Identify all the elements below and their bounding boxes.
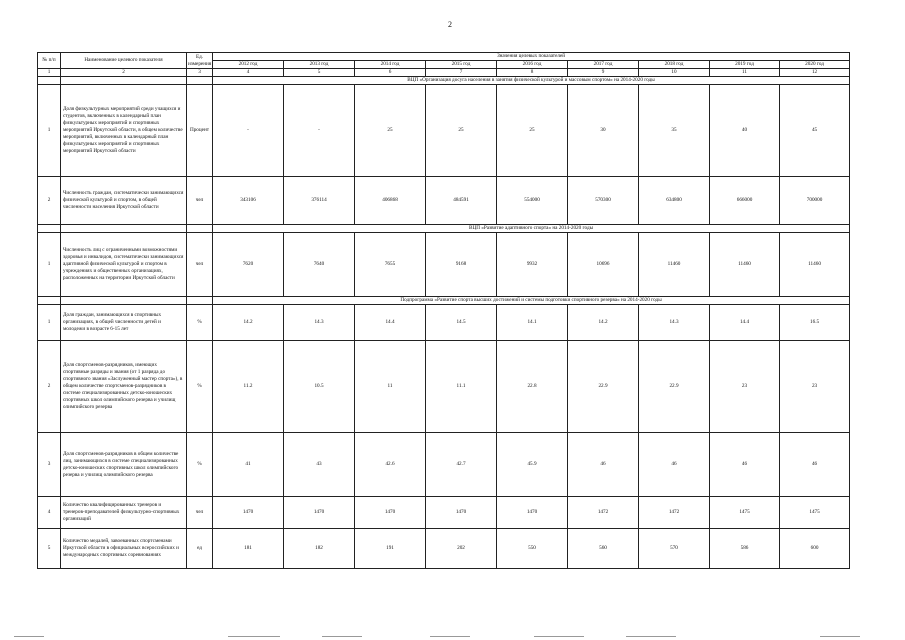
row-number: 1 bbox=[38, 85, 61, 177]
row-number: 3 bbox=[38, 433, 61, 497]
indicator-value: 666000 bbox=[710, 177, 780, 225]
indicator-name: Доля спортсменов-разрядников, имеющих спортивные разряды и звания (от 1 разряда до спортивного звания «Заслуженный мастер спорта»), в общем количестве спортсменов-разрядников в системе специализированных детско-юношеских спортивных школ олимпийского резерва и училищ олимпийского резерва bbox=[61, 341, 187, 433]
section-spacer bbox=[61, 77, 187, 85]
section-spacer bbox=[61, 297, 187, 305]
indicator-value: 11.2 bbox=[213, 341, 284, 433]
indicator-value: 202 bbox=[426, 529, 497, 569]
indicator-value: 1470 bbox=[497, 497, 568, 529]
indicator-value: 45.9 bbox=[497, 433, 568, 497]
indicator-unit: Процент bbox=[187, 85, 213, 177]
column-number: 8 bbox=[497, 69, 568, 77]
header-year: 2015 год bbox=[426, 61, 497, 69]
indicator-name: Доля физкультурных мероприятий среди учащихся и студентов, включенных в календарный план физкультурных мероприятий и спортивных мероприятий Иркутской области, в общем количестве мероприятий, включенных в календарный план физкультурных мероприятий и спортивных мероприятий Иркутской области bbox=[61, 85, 187, 177]
row-number: 2 bbox=[38, 341, 61, 433]
column-number: 7 bbox=[426, 69, 497, 77]
section-title: Подпрограмма «Развитие спорта высших достижений и системы подготовки спортивного резерва» на 2014-2020 годы bbox=[213, 297, 850, 305]
table-row bbox=[38, 85, 850, 177]
indicator-value: 11.1 bbox=[426, 341, 497, 433]
section-row bbox=[38, 77, 850, 85]
indicator-value: 1472 bbox=[568, 497, 639, 529]
column-number: 11 bbox=[710, 69, 780, 77]
indicator-value: 46 bbox=[710, 433, 780, 497]
indicator-value: 10696 bbox=[568, 233, 639, 297]
row-number: 2 bbox=[38, 177, 61, 225]
indicator-value: 10.5 bbox=[284, 341, 355, 433]
column-number: 4 bbox=[213, 69, 284, 77]
column-number: 3 bbox=[187, 69, 213, 77]
section-spacer bbox=[61, 225, 187, 233]
column-number: 1 bbox=[38, 69, 61, 77]
indicator-value: 14.3 bbox=[639, 305, 710, 341]
row-number: 1 bbox=[38, 305, 61, 341]
indicator-value: 14.3 bbox=[284, 305, 355, 341]
table-row bbox=[38, 177, 850, 225]
indicator-value: 7620 bbox=[213, 233, 284, 297]
indicator-value: 550 bbox=[497, 529, 568, 569]
indicator-value: 484591 bbox=[426, 177, 497, 225]
table-header bbox=[38, 53, 850, 77]
indicator-value: - bbox=[284, 85, 355, 177]
section-spacer bbox=[38, 225, 61, 233]
header-year: 2017 год bbox=[568, 61, 639, 69]
table-row bbox=[38, 341, 850, 433]
header-name: Наименование целевого показателя bbox=[61, 53, 187, 69]
indicator-value: 40 bbox=[710, 85, 780, 177]
indicator-value: 570 bbox=[639, 529, 710, 569]
indicator-unit: чел bbox=[187, 233, 213, 297]
indicator-value: 376114 bbox=[284, 177, 355, 225]
indicator-value: 14.4 bbox=[710, 305, 780, 341]
indicator-value: 9168 bbox=[426, 233, 497, 297]
column-number: 2 bbox=[61, 69, 187, 77]
indicator-value: 25 bbox=[355, 85, 426, 177]
table-row bbox=[38, 497, 850, 529]
target-indicators-table bbox=[37, 52, 850, 569]
indicator-value: 11 bbox=[355, 341, 426, 433]
indicator-value: 570300 bbox=[568, 177, 639, 225]
indicator-value: 406868 bbox=[355, 177, 426, 225]
indicator-value: 554000 bbox=[497, 177, 568, 225]
indicator-name: Численность лиц с ограниченными возможностями здоровья и инвалидов, систематически занимающихся адаптивной физической культурой и спортом в учреждениях и общественных организациях, расположенных на территории Иркутской области bbox=[61, 233, 187, 297]
indicator-unit: % bbox=[187, 433, 213, 497]
indicator-name: Доля граждан, занимающихся в спортивных организациях, в общей численности детей и молодежи в возрасте 6-15 лет bbox=[61, 305, 187, 341]
header-unit: Ед. измерения bbox=[187, 53, 213, 69]
section-row bbox=[38, 225, 850, 233]
section-spacer bbox=[38, 77, 61, 85]
indicator-value: 42.7 bbox=[426, 433, 497, 497]
indicator-value: 43 bbox=[284, 433, 355, 497]
indicator-value: 22.9 bbox=[639, 341, 710, 433]
indicator-value: 1475 bbox=[710, 497, 780, 529]
indicator-value: 700000 bbox=[780, 177, 850, 225]
indicator-value: 46 bbox=[780, 433, 850, 497]
indicator-value: 600 bbox=[780, 529, 850, 569]
column-number: 12 bbox=[780, 69, 850, 77]
indicator-value: 634800 bbox=[639, 177, 710, 225]
table-row bbox=[38, 233, 850, 297]
indicator-value: 46 bbox=[568, 433, 639, 497]
indicator-value: 22.8 bbox=[497, 341, 568, 433]
indicator-value: 46 bbox=[639, 433, 710, 497]
section-spacer bbox=[187, 77, 213, 85]
page-number: 2 bbox=[448, 20, 452, 29]
indicator-value: 41 bbox=[213, 433, 284, 497]
indicator-value: 1470 bbox=[213, 497, 284, 529]
indicator-value: 14.4 bbox=[355, 305, 426, 341]
indicator-value: 25 bbox=[497, 85, 568, 177]
header-year: 2014 год bbox=[355, 61, 426, 69]
indicator-name: Численность граждан, систематически занимающихся физической культурой и спортом, в общей численности населения Иркутской области bbox=[61, 177, 187, 225]
header-num: № п/п bbox=[38, 53, 61, 69]
section-title: ВЦП «Развитие адаптивного спорта» на 2014-2020 годы bbox=[213, 225, 850, 233]
indicator-value: 30 bbox=[568, 85, 639, 177]
column-number: 10 bbox=[639, 69, 710, 77]
indicator-value: 14.1 bbox=[497, 305, 568, 341]
indicator-name: Количество медалей, завоеванных спортсменами Иркутской области в официальных всероссийских и международных спортивных соревнованиях bbox=[61, 529, 187, 569]
indicator-name: Количество квалифицированных тренеров и тренеров-преподавателей физкультурно-спортивных организаций bbox=[61, 497, 187, 529]
row-number: 1 bbox=[38, 233, 61, 297]
indicator-value: 1472 bbox=[639, 497, 710, 529]
indicator-value: 560 bbox=[568, 529, 639, 569]
indicator-value: 343106 bbox=[213, 177, 284, 225]
indicator-unit: чел bbox=[187, 497, 213, 529]
indicator-value: 9932 bbox=[497, 233, 568, 297]
indicator-unit: % bbox=[187, 305, 213, 341]
indicator-value: 23 bbox=[710, 341, 780, 433]
header-year: 2019 год bbox=[710, 61, 780, 69]
table-row bbox=[38, 305, 850, 341]
indicator-value: 42.6 bbox=[355, 433, 426, 497]
column-number: 6 bbox=[355, 69, 426, 77]
row-number: 4 bbox=[38, 497, 61, 529]
indicator-value: 16.5 bbox=[780, 305, 850, 341]
header-year: 2016 год bbox=[497, 61, 568, 69]
header-year: 2018 год bbox=[639, 61, 710, 69]
section-spacer bbox=[187, 225, 213, 233]
indicator-value: - bbox=[213, 85, 284, 177]
indicator-value: 191 bbox=[355, 529, 426, 569]
indicator-value: 1470 bbox=[355, 497, 426, 529]
indicator-value: 181 bbox=[213, 529, 284, 569]
indicator-value: 25 bbox=[426, 85, 497, 177]
indicator-value: 586 bbox=[710, 529, 780, 569]
indicator-value: 11460 bbox=[639, 233, 710, 297]
indicator-value: 45 bbox=[780, 85, 850, 177]
indicator-unit: ед bbox=[187, 529, 213, 569]
indicator-value: 14.2 bbox=[213, 305, 284, 341]
indicator-value: 35 bbox=[639, 85, 710, 177]
column-number: 5 bbox=[284, 69, 355, 77]
header-year: 2013 год bbox=[284, 61, 355, 69]
indicator-unit: % bbox=[187, 341, 213, 433]
indicator-value: 14.2 bbox=[568, 305, 639, 341]
row-number: 5 bbox=[38, 529, 61, 569]
indicator-unit: чел bbox=[187, 177, 213, 225]
section-title: ВЦП «Организация досуга населения в занятия физической культурой и массовым спортом» на 2014-2020 годы bbox=[213, 77, 850, 85]
indicator-value: 182 bbox=[284, 529, 355, 569]
indicator-value: 14.5 bbox=[426, 305, 497, 341]
indicator-value: 11460 bbox=[710, 233, 780, 297]
header-year: 2020 год bbox=[780, 61, 850, 69]
indicator-value: 22.9 bbox=[568, 341, 639, 433]
indicator-value: 11460 bbox=[780, 233, 850, 297]
table-row bbox=[38, 433, 850, 497]
indicator-value: 1475 bbox=[780, 497, 850, 529]
table-row bbox=[38, 529, 850, 569]
indicator-value: 23 bbox=[780, 341, 850, 433]
indicator-value: 7655 bbox=[355, 233, 426, 297]
indicator-value: 1470 bbox=[284, 497, 355, 529]
indicator-name: Доля спортсменов-разрядников в общем количестве лиц, занимающихся в системе специализированных детско-юношеских спортивных школ олимпийского резерва и училищ олимпийского резерва bbox=[61, 433, 187, 497]
section-spacer bbox=[187, 297, 213, 305]
header-values: Значения целевых показателей bbox=[213, 53, 850, 61]
header-year: 2012 год bbox=[213, 61, 284, 69]
indicator-value: 1470 bbox=[426, 497, 497, 529]
column-number: 9 bbox=[568, 69, 639, 77]
indicator-value: 7640 bbox=[284, 233, 355, 297]
section-spacer bbox=[38, 297, 61, 305]
section-row bbox=[38, 297, 850, 305]
